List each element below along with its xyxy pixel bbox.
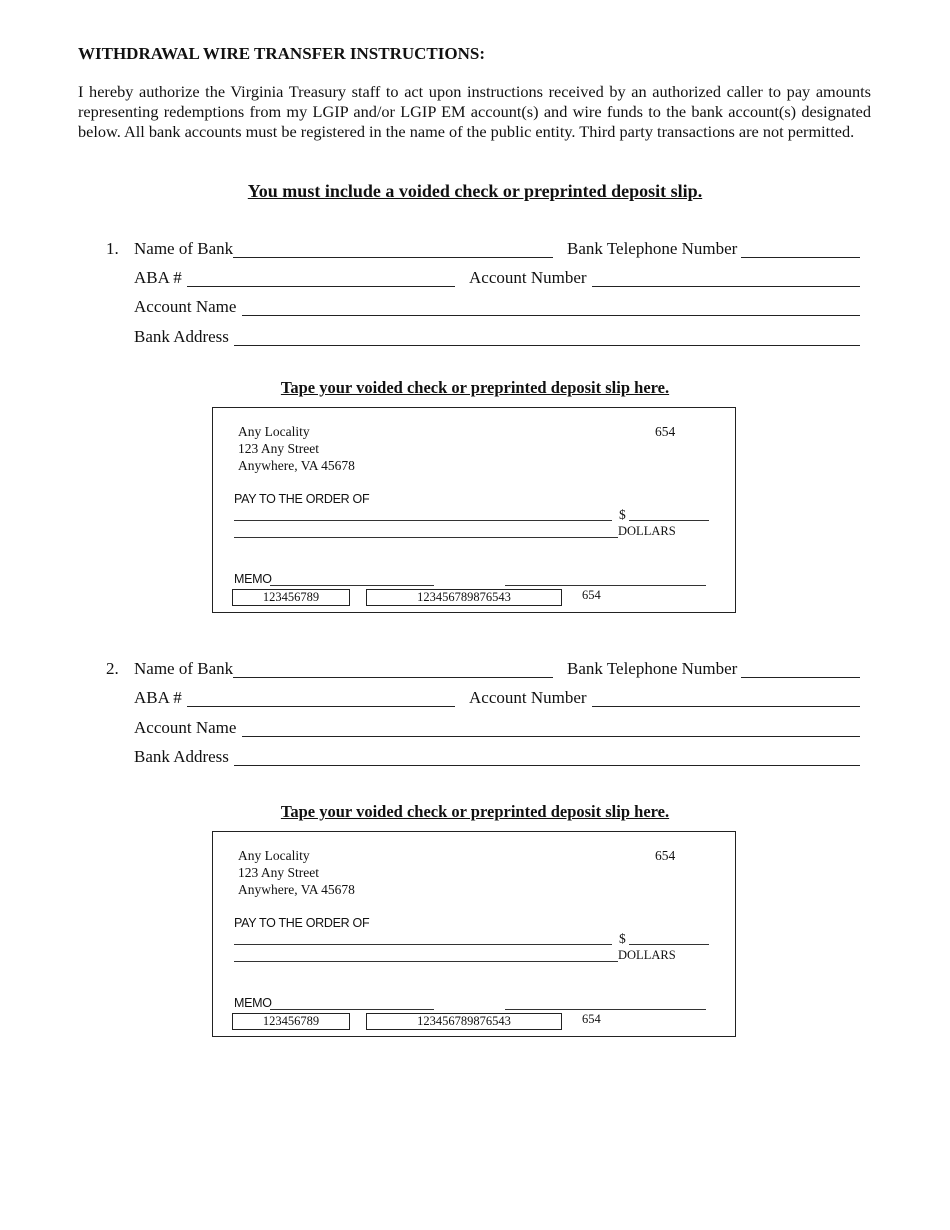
account-number-box: 123456789876543 [366, 1013, 562, 1030]
account-number-label: Account Number [469, 268, 587, 287]
check-city: Anywhere, VA 45678 [238, 458, 355, 473]
bank-telephone-field[interactable] [741, 677, 860, 678]
dollars-label: DOLLARS [618, 948, 676, 962]
authorization-paragraph: I hereby authorize the Virginia Treasury staff to act upon instructions received by an authorized caller to pay amounts representing redemptions from my LGIP and/or LGIP EM account(s) and wire funds to the bank account(s) designated below. All bank accounts must be registered in the name of the public entity. Third party transactions are not permitted. [78, 82, 871, 141]
account-number-field[interactable] [592, 706, 860, 707]
name-of-bank-label: Name of Bank [134, 659, 234, 678]
tape-instruction: Tape your voided check or preprinted deposit slip here. [280, 378, 670, 397]
form-heading: WITHDRAWAL WIRE TRANSFER INSTRUCTIONS: [78, 44, 485, 63]
check-locality: Any Locality [238, 848, 310, 863]
check-number: 654 [655, 424, 676, 439]
routing-number-box: 123456789 [232, 1013, 350, 1030]
aba-label: ABA # [134, 688, 182, 707]
aba-label: ABA # [134, 268, 182, 287]
sample-check [212, 831, 736, 1037]
check-city: Anywhere, VA 45678 [238, 882, 355, 897]
payee-line [234, 520, 612, 521]
memo-line [270, 585, 434, 586]
tape-instruction: Tape your voided check or preprinted deposit slip here. [280, 802, 670, 821]
bank-telephone-label: Bank Telephone Number [567, 659, 738, 678]
pay-to-label: PAY TO THE ORDER OF [234, 916, 370, 930]
payee-line [234, 944, 612, 945]
memo-line [270, 1009, 434, 1010]
aba-field[interactable] [187, 706, 455, 707]
bank-address-label: Bank Address [134, 327, 229, 346]
account-name-label: Account Name [134, 718, 237, 737]
amount-words-line [234, 961, 618, 962]
signature-line [505, 585, 706, 586]
bank-address-label: Bank Address [134, 747, 229, 766]
amount-line [629, 944, 709, 945]
dollar-sign: $ [619, 507, 626, 522]
sample-check [212, 407, 736, 613]
dollar-sign: $ [619, 931, 626, 946]
account-number-box: 123456789876543 [366, 589, 562, 606]
name-of-bank-field[interactable] [233, 257, 553, 258]
account-name-field[interactable] [242, 736, 860, 737]
check-street: 123 Any Street [238, 441, 319, 456]
amount-words-line [234, 537, 618, 538]
bank-address-field[interactable] [234, 765, 860, 766]
account-number-label: Account Number [469, 688, 587, 707]
pay-to-label: PAY TO THE ORDER OF [234, 492, 370, 506]
section-number: 2. [106, 659, 119, 678]
micr-check-number: 654 [582, 588, 601, 602]
name-of-bank-field[interactable] [233, 677, 553, 678]
check-number: 654 [655, 848, 676, 863]
memo-label: MEMO [234, 996, 272, 1010]
account-name-field[interactable] [242, 315, 860, 316]
name-of-bank-label: Name of Bank [134, 239, 234, 258]
signature-line [505, 1009, 706, 1010]
memo-label: MEMO [234, 572, 272, 586]
section-number: 1. [106, 239, 119, 258]
voided-check-notice: You must include a voided check or preprinted deposit slip. [247, 181, 703, 201]
bank-telephone-label: Bank Telephone Number [567, 239, 738, 258]
aba-field[interactable] [187, 286, 455, 287]
check-locality: Any Locality [238, 424, 310, 439]
dollars-label: DOLLARS [618, 524, 676, 538]
amount-line [629, 520, 709, 521]
bank-address-field[interactable] [234, 345, 860, 346]
check-street: 123 Any Street [238, 865, 319, 880]
account-name-label: Account Name [134, 297, 237, 316]
routing-number-box: 123456789 [232, 589, 350, 606]
micr-check-number: 654 [582, 1012, 601, 1026]
account-number-field[interactable] [592, 286, 860, 287]
bank-telephone-field[interactable] [741, 257, 860, 258]
